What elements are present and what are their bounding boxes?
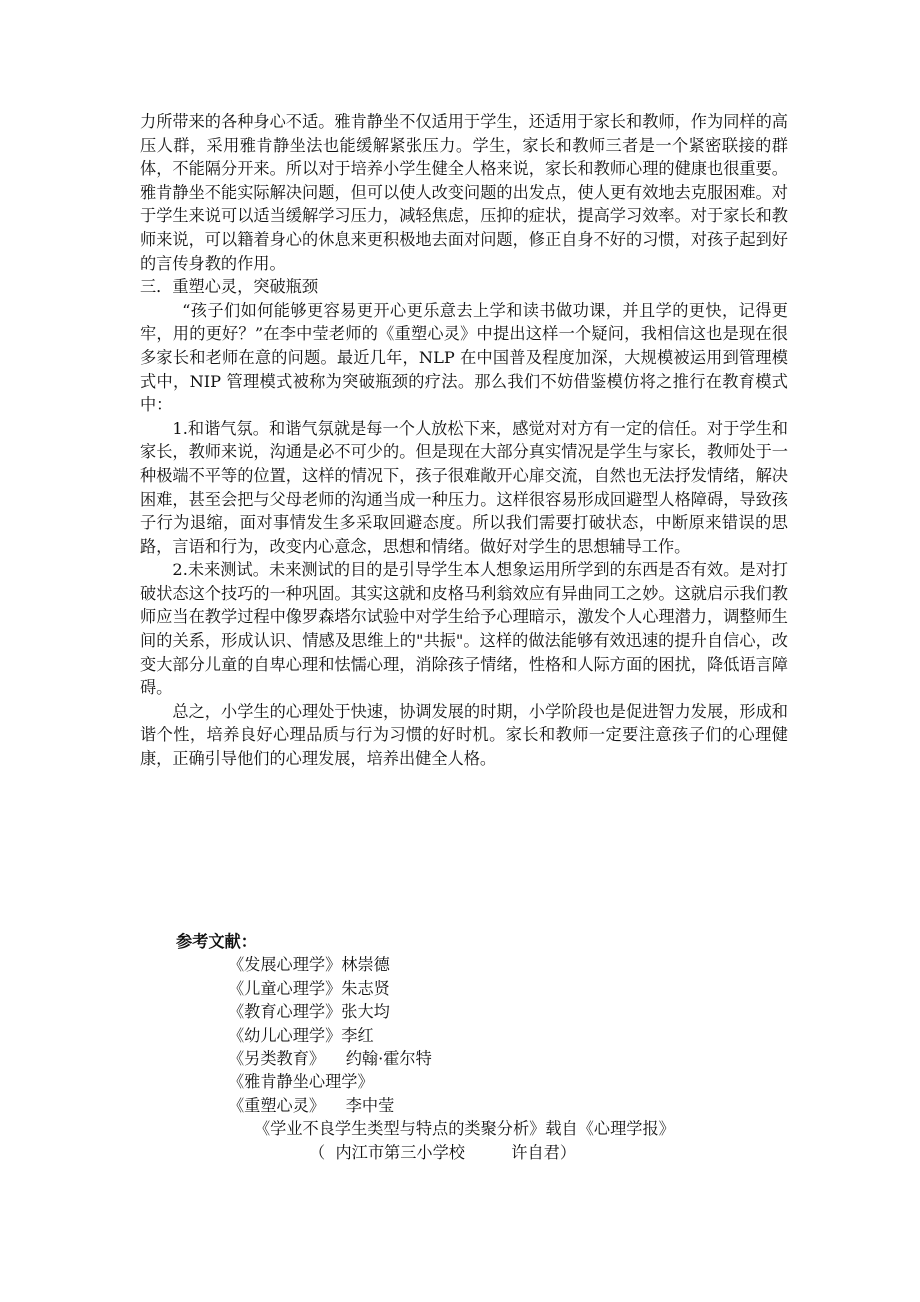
reference-item: 《教育心理学》张大均 [228, 1002, 390, 1022]
reference-item: 《重塑心灵》 李中莹 [228, 1095, 395, 1115]
reference-journal-source: 《学业不良学生类型与特点的类聚分析》载自《心理学报》 [254, 1119, 675, 1139]
paragraph-yakken-meditation: 力所带来的各种身心不适。雅肯静坐不仅适用于学生，还适用于家长和教师，作为同样的高压人群，采用雅肯静坐法也能缓解紧张压力。学生，家长和教师三者是一个紧密联接的群体，不能隔分开来。所以对于培养小学生健全人格来说，家长和教师心理的健康也很重要。雅肯静坐不能实际解决问题，但可以使人改变问题的出发点，使人更有效地去克服困难。对于学生来说可以适当缓解学习压力，减轻焦虑，压抑的症状，提高学习效率。对于家长和教师来说，可以籍着身心的休息来更积极地去面对问题，修正自身不好的习惯，对孩子起到好的言传身教的作用。 [140, 112, 788, 273]
section-heading-3: 三．重塑心灵，突破瓶颈 [140, 277, 319, 297]
paragraph-harmonious-atmosphere: 1.和谐气氛。和谐气氛就是每一个人放松下来，感觉对对方有一定的信任。对于学生和家长，教师来说，沟通是必不可少的。但是现在大部分真实情况是学生与家长，教师处于一种极端不平等的位置，这样的情况下，孩子很难敞开心扉交流，自然也无法抒发情绪，解决困难，甚至会把与父母老师的沟通当成一种压力。这样很容易形成回避型人格障碍，导致孩子行为退缩，面对事情发生多采取回避态度。所以我们需要打破状态，中断原来错误的思路，言语和行为，改变内心意念，思想和情绪。做好对学生的思想辅导工作。 [140, 418, 788, 556]
reference-item: 《另类教育》 约翰·霍尔特 [228, 1049, 432, 1069]
references-title: 参考文献： [176, 932, 257, 951]
reference-item: 《幼儿心理学》李红 [228, 1025, 374, 1045]
author-line: （ 内江市第三小学校 许自君） [309, 1142, 577, 1162]
reference-item: 《儿童心理学》朱志贤 [228, 978, 390, 998]
references-section [176, 930, 796, 1164]
paragraph-future-test: 2.未来测试。未来测试的目的是引导学生本人想象运用所学到的东西是否有效。是对打破状态这个技巧的一种巩固。其实这就和皮格马利翁效应有异曲同工之妙。这就启示我们教师应当在教学过程中像罗森塔尔试验中对学生给予心理暗示，激发个人心理潜力，调整师生间的关系，形成认识、情感及思维上的"共振"。这样的做法能够有效迅速的提升自信心，改变大部分儿童的自卑心理和怯懦心理，消除孩子情绪，性格和人际方面的困扰，降低语言障碍。 [140, 560, 788, 698]
reference-item: 《雅肯静坐心理学》 [228, 1072, 374, 1092]
paragraph-reshape-mind: “孩子们如何能够更容易更开心更乐意去上学和读书做功课，并且学的更快，记得更牢，用的更好？”在李中莹老师的《重塑心灵》中提出这样一个疑问，我相信这也是现在很多家长和老师在意的问题。最近几年，NLP 在中国普及程度加深，大规模被运用到管理模式中，NIP 管理模式被称为突破瓶颈的疗法。那么我们不妨借鉴模仿将之推行在教育模式中： [140, 300, 788, 415]
article-body [140, 110, 788, 771]
reference-item: 《发展心理学》林崇德 [228, 955, 390, 975]
paragraph-conclusion: 总之，小学生的心理处于快速，协调发展的时期，小学阶段也是促进智力发展，形成和谐个性，培养良好心理品质与行为习惯的好时机。家长和教师一定要注意孩子们的心理健康，正确引导他们的心理发展，培养出健全人格。 [140, 701, 788, 769]
